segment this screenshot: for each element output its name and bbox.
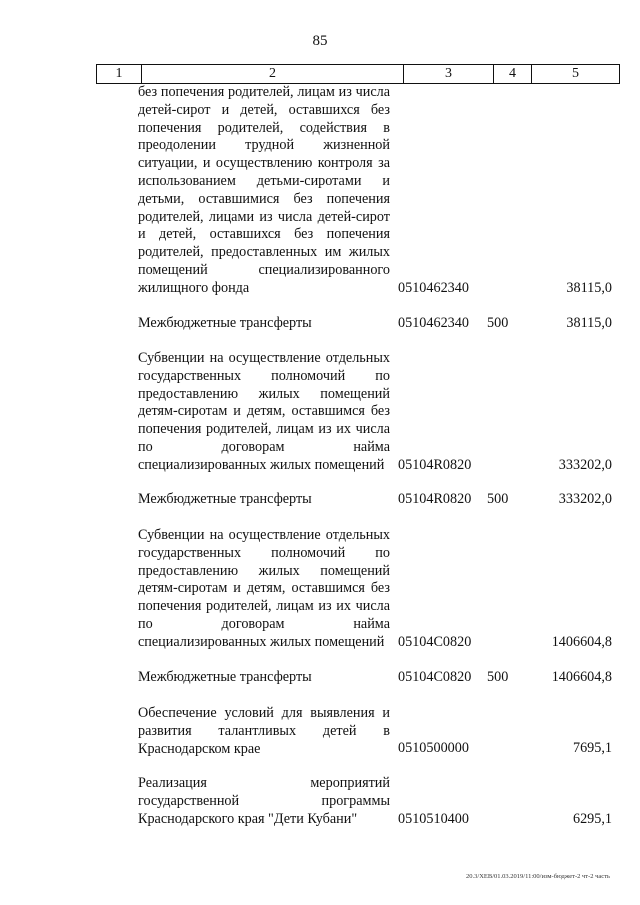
row-sum: 1406604,8 <box>551 669 612 685</box>
row-code: 05104C0820 <box>398 669 472 685</box>
row-sum: 38115,0 <box>566 315 612 331</box>
row-sum: 6295,1 <box>572 811 612 827</box>
row-code: 0510462340 <box>398 280 469 296</box>
row-sum: 7695,1 <box>572 740 612 756</box>
row-sum: 333202,0 <box>558 491 612 507</box>
row-code: 0510500000 <box>398 740 469 756</box>
col-header-1: 1 <box>97 65 142 84</box>
row-name: Реализация мероприятий государственной программы Краснодарского края "Дети Кубани" <box>138 775 390 827</box>
col-header-2: 2 <box>142 65 404 84</box>
row-code: 05104C0820 <box>398 634 472 650</box>
row-code: 05104R0820 <box>398 457 472 473</box>
row-name: Обеспечение условий для выявления и развития талантливых детей в Краснодарском крае <box>138 705 390 757</box>
col-header-4: 4 <box>494 65 532 84</box>
row-code: 0510462340 <box>398 315 469 331</box>
row-name: Межбюджетные трансферты <box>138 315 312 331</box>
row-sum: 1406604,8 <box>551 634 612 650</box>
column-header-table <box>96 64 620 84</box>
col-header-3: 3 <box>404 65 494 84</box>
page-number: 85 <box>312 33 328 49</box>
col-header-5: 5 <box>532 65 620 84</box>
row-name: Межбюджетные трансферты <box>138 491 312 507</box>
row-sum: 333202,0 <box>558 457 612 473</box>
row-code: 05104R0820 <box>398 491 472 507</box>
row-name: без попечения родителей, лицам из числа детей-сирот и детей, оставшихся без попечения родителей, содействия в преодолении трудной жизненной ситуации, и осуществлению контроля за использованием детьми-сиротами и детьми, оставшимися без попечения родителей, лицами из числа детей-сирот и детей, оставшихся без попечения родителей, предоставленных им жилых помещений специализированного жилищного фонда <box>138 84 390 296</box>
row-type: 500 <box>487 491 509 507</box>
row-name: Субвенции на осуществление отдельных государственных полномочий по предоставлению жилых помещений детям-сиротам и детям, оставшимся без попечения родителей, лицам из их числа по договорам найма специализированных жилых помещений <box>138 527 390 650</box>
footer-stamp: 20.3/XEB/01.03.2019/11:00/изм-бюджет-2 чт-2 часть <box>466 873 610 880</box>
row-sum: 38115,0 <box>566 280 612 296</box>
row-code: 0510510400 <box>398 811 469 827</box>
row-name: Межбюджетные трансферты <box>138 669 312 685</box>
row-type: 500 <box>487 669 509 685</box>
row-name: Субвенции на осуществление отдельных государственных полномочий по предоставлению жилых помещений детям-сиротам и детям, оставшимся без попечения родителей, лицам из их числа по договорам найма специализированных жилых помещений <box>138 350 390 473</box>
row-type: 500 <box>487 315 509 331</box>
